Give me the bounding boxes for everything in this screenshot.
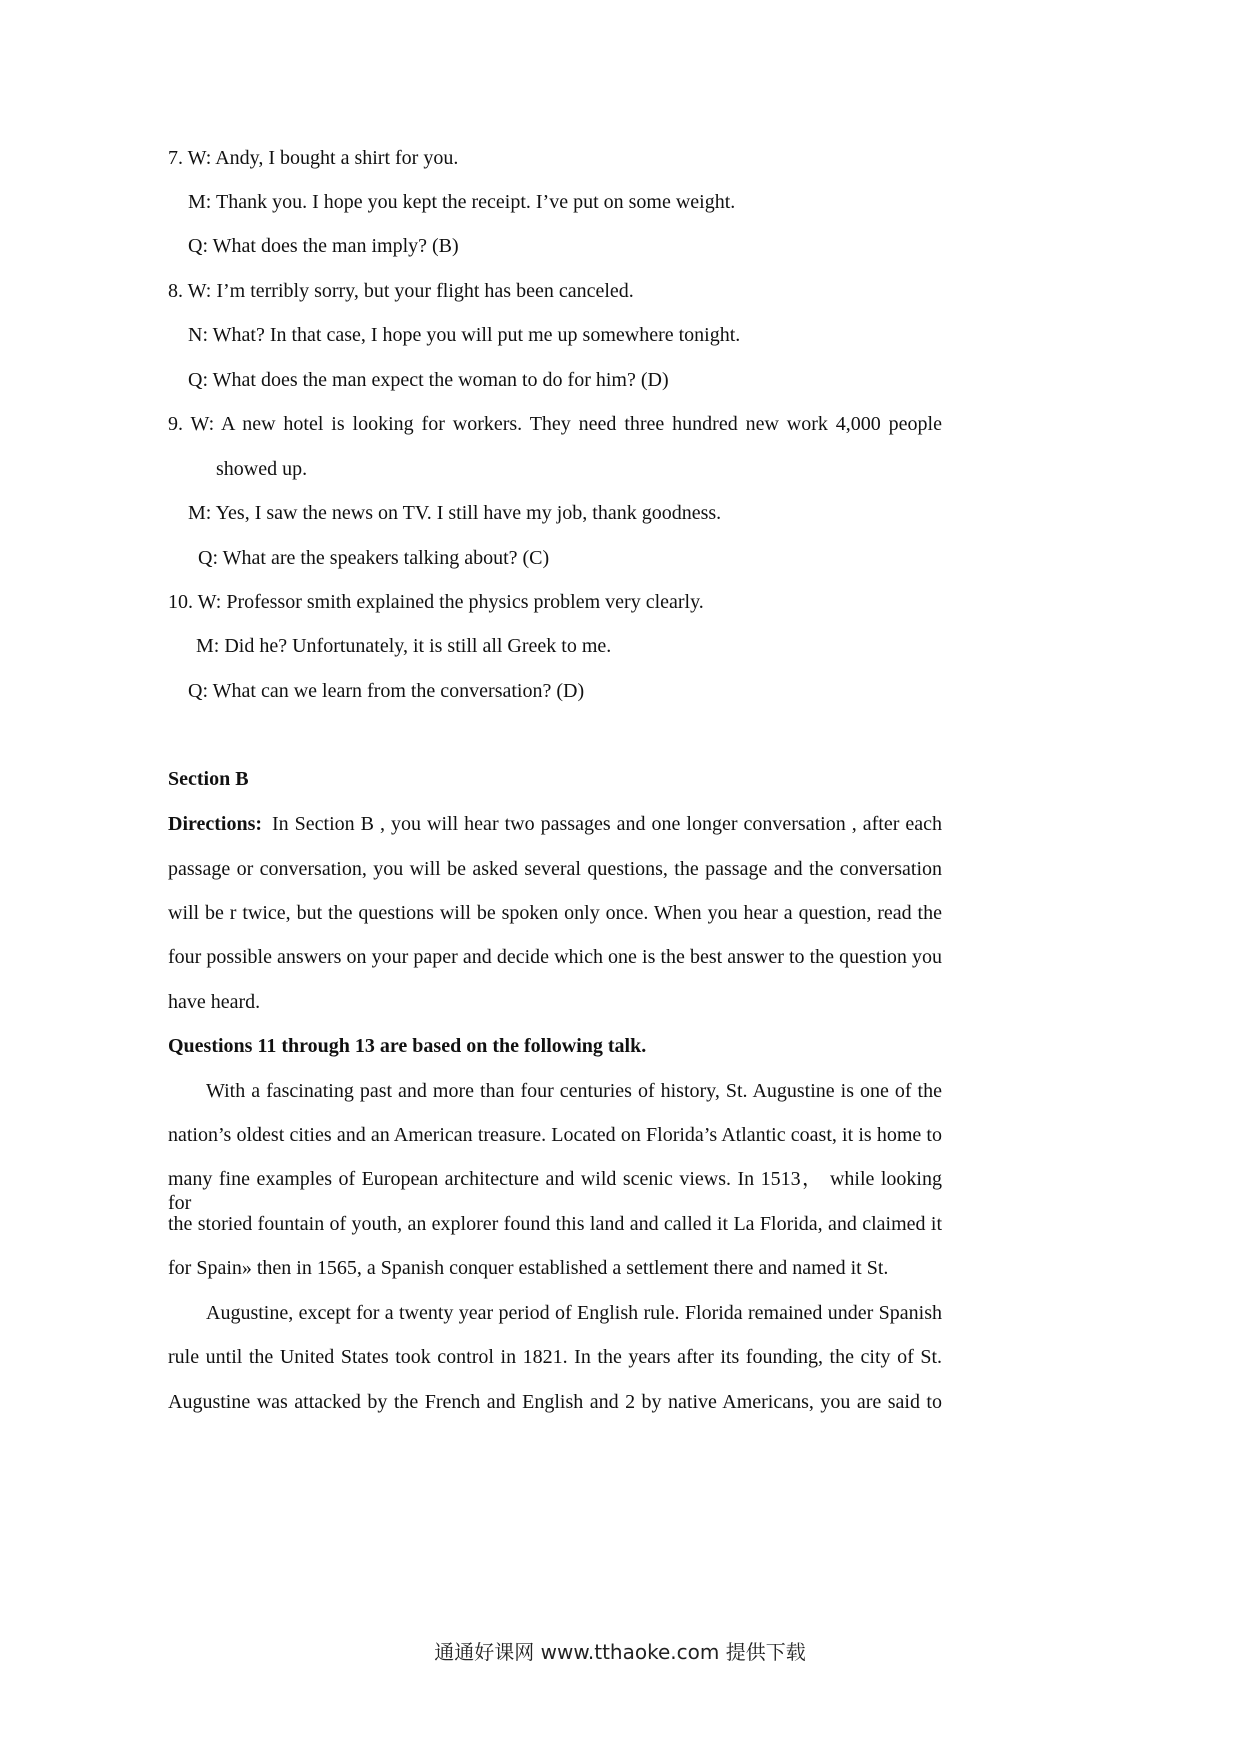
directions-line-1: In Section B , you will hear two passages and one longer conversation , after each xyxy=(272,813,942,835)
dialogue-10-woman: 10. W: Professor smith explained the physics problem very clearly. xyxy=(168,591,704,613)
dialogue-9-woman-line2: showed up. xyxy=(216,458,308,480)
dialogue-10-question: Q: What can we learn from the conversation? (D) xyxy=(188,680,585,702)
passage-line-7: rule until the United States took control in 1821. In the years after its founding, the city of St. xyxy=(168,1346,942,1368)
dialogue-7-woman: 7. W: Andy, I bought a shirt for you. xyxy=(168,147,459,169)
passage-line-6: Augustine, except for a twenty year period of English rule. Florida remained under Spanish xyxy=(206,1302,942,1324)
dialogue-9-woman-line1: 9. W: A new hotel is looking for workers. They need three hundred new work 4,000 people xyxy=(168,413,942,435)
passage-line-3: many fine examples of European architecture and wild scenic views. In 1513， while looking for xyxy=(168,1168,942,1214)
dialogue-8-question: Q: What does the man expect the woman to do for him? (D) xyxy=(188,369,669,391)
directions-line-4: four possible answers on your paper and decide which one is the best answer to the question you xyxy=(168,946,942,968)
dialogue-9-man: M: Yes, I saw the news on TV. I still have my job, thank goodness. xyxy=(188,502,722,524)
dialogue-8-woman: 8. W: I’m terribly sorry, but your flight has been canceled. xyxy=(168,280,634,302)
passage-line-2: nation’s oldest cities and an American treasure. Located on Florida’s Atlantic coast, it is home to xyxy=(168,1124,942,1146)
passage-line-8: Augustine was attacked by the French and English and 2 by native Americans, you are said to xyxy=(168,1391,942,1413)
page-footer: 通通好课网 www.tthaoke.com 提供下载 xyxy=(434,1640,806,1664)
dialogue-9-question: Q: What are the speakers talking about? (C) xyxy=(198,547,550,569)
dialogue-7-question: Q: What does the man imply? (B) xyxy=(188,235,459,257)
directions-line-3: will be r twice, but the questions will be spoken only once. When you hear a question, read the xyxy=(168,902,942,924)
directions-line-2: passage or conversation, you will be asked several questions, the passage and the conversation xyxy=(168,858,942,880)
dialogue-8-man: N: What? In that case, I hope you will put me up somewhere tonight. xyxy=(188,324,741,346)
dialogue-7-man: M: Thank you. I hope you kept the receipt. I’ve put on some weight. xyxy=(188,191,736,213)
passage-line-5: for Spain» then in 1565, a Spanish conquer established a settlement there and named it St. xyxy=(168,1257,889,1279)
questions-heading: Questions 11 through 13 are based on the following talk. xyxy=(168,1035,647,1057)
passage-line-4: the storied fountain of youth, an explorer found this land and called it La Florida, and claimed it xyxy=(168,1213,942,1235)
directions-line-5: have heard. xyxy=(168,991,261,1013)
dialogue-10-man: M: Did he? Unfortunately, it is still all Greek to me. xyxy=(196,635,612,657)
passage-line-1: With a fascinating past and more than four centuries of history, St. Augustine is one of the xyxy=(206,1080,942,1102)
section-b-title: Section B xyxy=(168,768,249,790)
directions-label: Directions: xyxy=(168,813,263,835)
